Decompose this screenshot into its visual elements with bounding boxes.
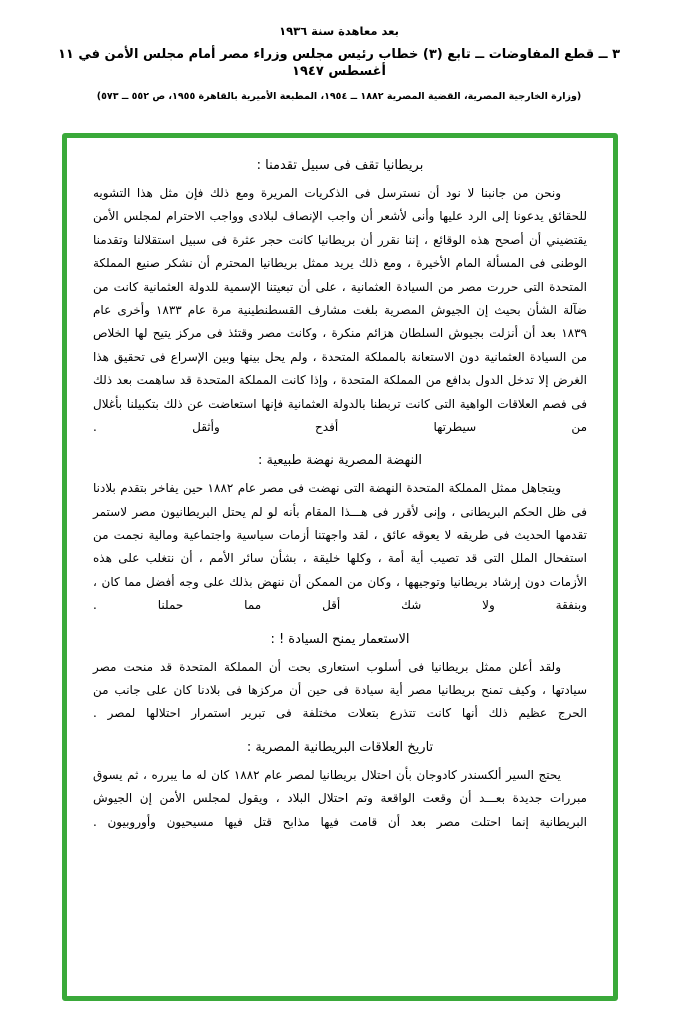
green-border-frame <box>62 133 618 1001</box>
header-line-source: (وزارة الخارجية المصرية، القضية المصرية ١٨٨٢ ــ ١٩٥٤، المطبعة الأميرية بالقاهرة ١٩٥٥، ص ٥٥٢ ــ ٥٧٣) <box>96 90 582 102</box>
section-paragraph-3: ولقد أعلن ممثل بريطانيا فى أسلوب استعارى بحت أن المملكة المتحدة قد منحت مصر سيادتها ، وكيف تمنح بريطانيا مصر أية سيادة فى حين أن مركزها فى بلادنا كان على جانب من الحرج عظيم ذلك أنها كانت تتذرع بتعلات مختلفة فى تبرير استمرار احتلالها لمصر . <box>93 659 587 721</box>
header-line-title: ٣ ــ قطع المفاوضات ــ تابع (٣) خطاب رئيس مجلس وزراء مصر أمام مجلس الأمن في ١١ أغسطس ١٩٤٧ <box>57 47 621 79</box>
section-paragraph-2: ويتجاهل ممثل المملكة المتحدة النهضة التى نهضت فى مصر عام ١٨٨٢ حين يفاخر بتقدم بلادنا فى ظل الحكم البريطانى ، وإنى لأقرر فى هـــذا المقام بأنه لو لم يحتل البريطانيون مصر لاستمر تقدمها الحديث فى طريقه لا يعوقه عائق ، لقد واجهتنا أزمات سياسية واجتماعية ومالية نجمت من استفحال الملل التى قد تصيب أية أمة ، وكلها خليقة ، بشأن سائر الأمم ، أن نتغلب على هذه الأزمات دون إرشاد بريطانيا وتوجيهها ، وكان من الممكن أن ننهض بذلك على وجه أفضل مما كان ، وبنفقة ولا شك أقل مما حملنا . <box>93 481 587 613</box>
section-paragraph-1: ونحن من جانبنا لا نود أن نسترسل فى الذكريات المريرة ومع ذلك فإن مثل هذا التشويه للحقائق يدعونا إلى الرد عليها وأنى لأشعر أن واجب الإنصاف لبلادى وواجب الاحترام لمجلس الأمن يقتضيني أن أصحح هذه الوقائع ، إننا نقرر أن بريطانيا كانت حجر عثرة فى سبيل استقلالنا وتقدمنا الوطنى فى المسألة المام الأخيرة ، ومع ذلك يريد ممثل بريطانيا المحترم أن نشكر صنيع المملكة المتحدة التى حررت مصر من السيادة العثمانية ، على أن تبعيتنا الإسمية للدولة العثمانية كانت من ضآلة الشأن بحيث إن الجيوش المصرية بلغت مشارف القسطنطينية مرة عام ١٨٣٣ وأخرى عام ١٨٣٩ بعد أن أنزلت بجيوش السلطان هزائم منكرة ، وكانت مصر وقتئذ فى مركز يتيح لها الخلاص من السيادة العثمانية دون الاستعانة بالمملكة المتحدة ، ولم يحل بينها وبين الإسراع فى تحقيق هذا الغرض إلا تدخل الدول بدافع من المملكة المتحدة ، وإذا كانت المملكة المتحدة قد ساهمت بعد ذلك فى فصم العلاقات الواهية التى كانت تربطنا بالدولة العثمانية فإنها استعاضت عن ذلك بتكبيلنا بأغلال من سيطرتها أفدح وأثقل . <box>93 186 588 434</box>
section-title-1: بريطانيا تقف فى سبيل تقدمنا : <box>256 158 424 173</box>
document-header <box>0 24 678 102</box>
section-title-4: تاريخ العلاقات البريطانية المصرية : <box>246 739 434 755</box>
section-title-2: النهضة المصرية نهضة طبيعية : <box>258 453 422 469</box>
section-paragraph-4: يحتج السير ألكسندر كادوجان بأن احتلال بريطانيا لمصر عام ١٨٨٢ كان له ما يبرره ، ثم يسوق مبررات جديدة بعـــد أن وقعت الواقعة وتم احتلال البلاد ، ويقول لمجلس الأمن إن الجيوش البريطانية إنما احتلت مصر بعد أن قامت فيها مذابح قتل فيها مسيحيون وأوروبيون . <box>93 767 587 829</box>
header-line-treaty: بعد معاهدة سنة ١٩٣٦ <box>279 24 399 38</box>
section-title-3: الاستعمار يمنح السيادة ! : <box>270 631 410 647</box>
document-body <box>67 138 613 996</box>
